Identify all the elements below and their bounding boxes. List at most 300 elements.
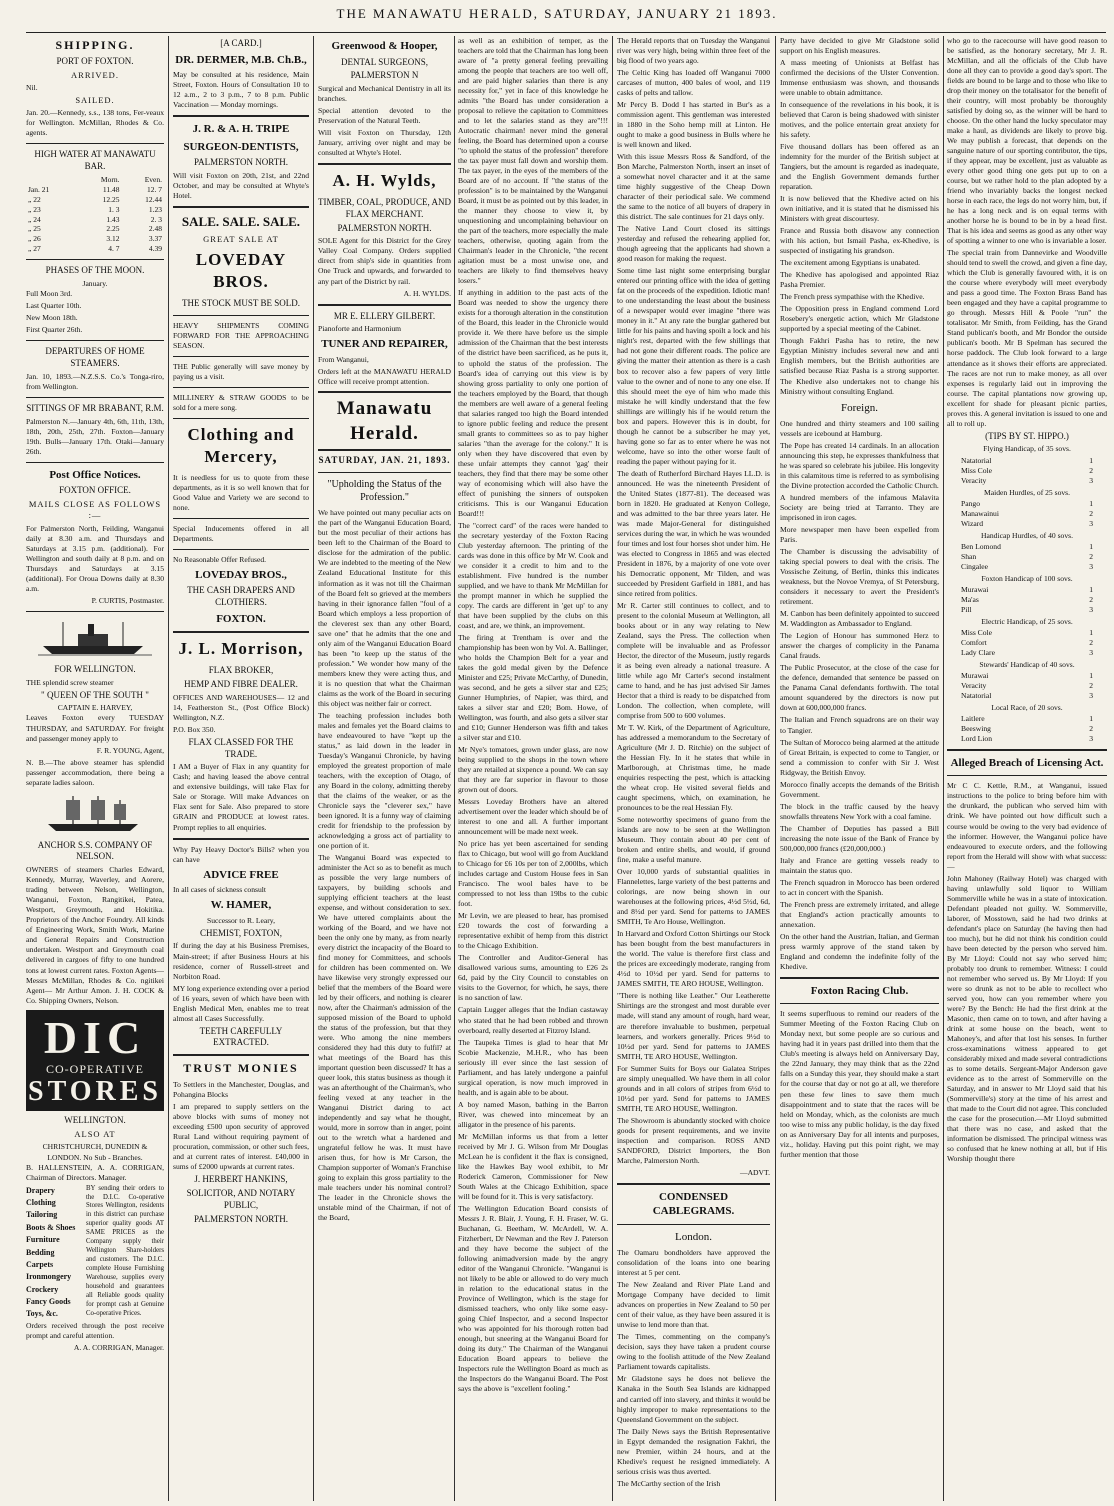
table-cell: 12. 7 [147, 184, 162, 194]
table-row [26, 234, 164, 244]
news-paragraph: Mr T. W. Kirk, of the Department of Agriculture, has addressed a memorandum to the Secretary of Agriculture (Mr J. D. Ritchie) on the subject of the Hessian Fly. In it he states that while in Marlborough, at Christmas time, he made enquiries respecting the pest, which is attacking the wheat crop. He visited several fields and caught specimens, which, on examination, he pronounces to be the real Hessian Fly. [617, 723, 770, 813]
article-paragraph: The teaching profession includes both males and females yet the Board claims to have endeavoured to have "kept up the status," as laid down in the leader in Tuesday's Wanganui Chronicle, by having employed the greatest proportion of male teachers, with the exception of Otago, of any Board in the colony, admitting thereby that the claims of the weaker, or as the Chronicle says the "cleverer sex," have been ignored. It is a funny way of claiming credit for friendship to the profession by acknowledging a gross act of partiality to one portion of it. [318, 710, 451, 850]
cash-drapers: THE CASH DRAPERS AND CLOTHIERS. [187, 585, 295, 608]
sailed-text: Jan. 20.—Kennedy, s.s., 138 tons, Fer-veaux for Wellington. McMillan, Rhodes & Co. agents. [26, 108, 164, 138]
hankins-name: J. HERBERT HANKINS, [194, 1174, 288, 1185]
leaves-text: Leaves Foxton every TUESDAY THURSDAY, and SATURDAY. For freight and passenger money apply to [26, 713, 164, 743]
news-paragraph: Mr R. Carter still continues to collect, and to present to the colonial Museum at Wellington, all books about or in any way relating to New Zealand, says the Press. The collection when complete will be invaluable and as Professor Hector, the director of the Museum, justly regards it as being even already a national treasure. A little while ago Mr Carter's second instalment came to hand, and he has just advised Sir James Hector that a third is ready to be dispatched from London. The collection, when complete, will comprise from 500 to 600 volumes. [617, 600, 770, 721]
news-paragraph: "There is nothing like Leather." Our Leatherette Shirtings are the strongest and most durable ever made, will stand any amount of rough, hard wear, are therefore invaluable to bushmen, perpetual learners, and workers generally. Prices 9½d to 10½d per yard. Send for patterns to JAMES SMITH, TE ARO HOUSE, Wellington. [617, 991, 770, 1061]
masthead-rule [26, 32, 1106, 33]
divider [947, 775, 1107, 776]
table-row [26, 244, 164, 254]
news-paragraph: For Summer Suits for Boys our Galatea Stripes are simply unequalled. We have them in all color grounds and in all colors of stripes from 6½d to 10½d per yard. Send for patterns to JAMES SMITH, TE ARO HOUSE, Wellington. [617, 1063, 770, 1113]
race-tip-row [947, 499, 1107, 509]
column-divider [313, 36, 314, 1501]
table-cell: 3.37 [148, 234, 162, 244]
divider [947, 749, 1107, 751]
column-5 [617, 36, 770, 1501]
race-tip-row [947, 552, 1107, 562]
cablegrams-heading: CONDENSED CABLEGRAMS. [652, 1190, 735, 1218]
horse-name: Lord Lion [961, 733, 993, 743]
great-sale: GREAT SALE AT [203, 233, 279, 244]
list-item: Bedding [26, 1247, 55, 1257]
news-paragraph: Over 10,000 yards of substantial qualities in Flannelettes, large variety of the best patterns and colorings, are now being shown in our warehouses at the following prices, 4½d 5½d, 6d, and 8½d per yard. Send for patterns to JAMES SMITH, Te Aro House, Wellington. [617, 867, 770, 927]
horse-name: Miss Cole [961, 465, 993, 475]
moon-line: Full Moon 3rd. [26, 288, 73, 298]
column-divider [168, 36, 169, 1501]
gilbert-orders: Orders left at the MANAWATU HERALD Office will receive prompt attention. [318, 366, 451, 386]
table-cell: 3.12 [106, 234, 120, 244]
tripe-place: PALMERSTON NORTH. [194, 157, 288, 168]
news-paragraph: Mr Percy B. Dodd I has started in Bur's as a commission agent. This gentleman was interested in 1880 in the Soho hemp mill at Linton. He ought to make a good business in Bulls where he is well known and liked. [617, 100, 770, 150]
masthead: THE MANAWATU HERALD, SATURDAY, JANUARY 21 1893. [336, 6, 778, 21]
nb-text: N. B.—The above steamer has splendid passenger accommodation, there being a separate ladies saloon. [26, 757, 164, 787]
heavy-text: HEAVY SHIPMENTS COMING FORWARD FOR THE APPROACHING SEASON. [173, 320, 309, 350]
list-item: Toys, &c. [26, 1309, 58, 1319]
divider [26, 397, 164, 398]
column-divider [454, 36, 455, 1501]
stock-line: THE STOCK MUST BE SOLD. [182, 297, 300, 308]
cable-paragraph: The Public Prosecutor, at the close of the case for the defence, demanded that sentence be passed on the Panama Canal defendants forthwith. The total amount squandered by the directors is now put down at 600,000,000 francs. [780, 663, 939, 713]
news-paragraph: The Showroom is abundantly stocked with choice goods for present requirements, and we invite inspection and comparison. ROSS AND SANDFORD, District Importers, the Bon Marche, Palmerston North. [617, 1115, 770, 1165]
race-tip-row [947, 476, 1107, 486]
list-item: Boots & Shoes [26, 1222, 76, 1232]
horse-name: Laitlere [961, 713, 985, 723]
special-text: Special Inducements offered in all Departments. [173, 523, 309, 543]
horse-name: Cingalee [961, 561, 988, 571]
cable-paragraph: The Chamber of Deputies has passed a Bill increasing the note issue of the Bank of France by 500,000,000 francs (£20,000,000.) [780, 823, 939, 853]
list-item: Fancy Goods [26, 1297, 71, 1307]
greenwood-heading: Greenwood & Hooper, [331, 40, 438, 52]
divider [617, 1183, 770, 1185]
race-name: Stewards' Handicap of 40 sovs. [979, 659, 1075, 669]
arrived-text: Nil. [26, 82, 38, 92]
racing-paragraph: who go to the racecourse will have good reason to be satisfied, as the honorary secretary, Mr J. R. McMillan, and all the officials of the Club have done all they can to provide a good day's sport. The fields are bound to be large and to those who like to drop their money on the totalisator for the benefit of their country, will most probably be thoroughly satisfied by doing so, as the winner will be hard to choose. On the other hand the lucky speculator may make a haul, as dividends are likely to prove big. We may publish a forecast, that depends on the sanguine nature of our sporting contributor, the tips, if they appear, may be excellent, just as valuable as every other good thing one gets put up to on a course, but we rather hold to the plan adopted by a friend who invariably backs the longest necked horse in each race, the legs do not worry him, but, if he has a long neck and is on equal terms with another horse he is bound to be in by a head first. That is his idea and seems as good as any other way of spotting a winner to one who is invariable a loser. [947, 36, 1107, 246]
horse-name: Comfort [961, 637, 987, 647]
tips-heading: (TIPS BY ST. HIPPO.) [985, 430, 1069, 441]
divider [26, 259, 164, 260]
department-list [26, 1185, 82, 1322]
cable-paragraph: On the other hand the Austrian, Italian, and German press warmly approve of the stand taken by England and condemn the indefinite folly of the Khedive. [780, 931, 939, 971]
divider [173, 387, 309, 388]
dic-sign: B. HALLENSTEIN, A. A. CORRIGAN, Chairman of Directors. Manager. [26, 1162, 164, 1182]
table-cell: 1.23 [148, 204, 162, 214]
breach-paragraph: John Mahoney (Railway Hotel) was charged with having unlawfully sold liquor to William Sommerville while he was in a state of intoxication. Defendant pleaded not guilty. W. Sommerville, laborer, of Mosstown, said he had two drinks at defendant's place on Saturday (he having then had too much), but he did not think his condition could have been detected by the person who served him. By Mr Lloyd: Could not say who served him; probably too drunk to remember. Witness: I could not remember who served us. By Mr Lloyd: If you were so drunk as not to be able to recollect who served you, how can you remember where you were? By the Bench: He had the first drink at the Masonic, then came on to town, and after having a drink at some house on the beach, went to Mahoney's, and after that lost his senses. In further cross-examinations witness appeared to get considerably mixed and made several contradictions as to some details. Sergeant-Major Anderson gave evidence as to the arrest of Sommerville on the Saturday, and in answer to Mr Lloyd said that his (Sommerville's) story at the time of his arrest and that made to the Court did not agree. This concluded the case for the prosecution.—Mr Lloyd submitted that there was no case, and asked that the information be dismissed. The principal witness was so confused that he knew nothing at all, but if His Worship thought there [947, 873, 1107, 1164]
race-tip-row [947, 628, 1107, 638]
cable-paragraph: The Chamber is discussing the advisability of taking special powers to deal with the crisis. The Vossische Zeitung, of Berlin, thinks this indicates weakness, but the Novoe Vremya, of St Petersburg, considers it necessary to avert the President's retirement. [780, 547, 939, 607]
orders-sign: A. A. CORRIGAN, Manager. [73, 1343, 164, 1353]
cable-paragraph: The French press sympathise with the Khedive. [780, 292, 925, 302]
horse-placing: 3 [1089, 475, 1093, 485]
horse-name: Beeswing [961, 723, 991, 733]
wellington-heading: FOR WELLINGTON. [54, 663, 136, 674]
news-paragraph: The Celtic King has loaded off Wanganui 7000 carcases of mutton, 400 bales of wool, and 119 casks of pelts and tallow. [617, 68, 770, 98]
race-tip-row [947, 714, 1107, 724]
moon-month: January. [82, 278, 108, 288]
column-2 [173, 36, 309, 1501]
cable-paragraph: The Oamaru bondholders have approved the consolidation of the loans into one bearing interest at 5 per cent. [617, 1248, 770, 1278]
cable-paragraph: Five thousand dollars has been offered as an indemnity for the murder of the British subject at Tangiers, but the amount is regarded as inadequate, and the English Government demands further reparation. [780, 142, 939, 192]
dic-cities: CHRISTCHURCH, DUNEDIN & LONDON. No Sub - Branches. [42, 1142, 148, 1162]
column-divider [943, 36, 944, 1501]
table-header-cell [26, 175, 76, 185]
racing-paragraph: It seems superfluous to remind our readers of the Summer Meeting of the Foxton Racing Club on Monday next, but some people are so curious and having had it in years past drilled into them that the Club's meeting is always held on Anniversary Day, the 22nd January, they may think that as the 22nd falls on a Sunday this year, they should make a start for the course that day or not go at all, we therefore pen these few lines to save them much disappointment and to state that the races will be held on Monday, which, as the colonists are much too wise to miss any public holiday, is the day fixed on as Anniversary Day for all intents and purposes, viz., holiday. Having put this point right, we may further mention that those [780, 1009, 939, 1159]
divider [780, 1003, 939, 1004]
table-cell: 4. 7 [108, 244, 120, 254]
cable-paragraph: Though Fakhri Pasha has to retire, the new Egyptian Ministry includes several new and anti English members, but the British authorities are satisfied because Riaz Pasha is a strong supporter. The Khedive also undertakes not to change his Ministry without consulting England. [780, 336, 939, 396]
cable-paragraph: The Opposition press in England commend Lord Rosebery's energetic action, which Mr Gladstone supported by a special meeting of the Cabinet. [780, 304, 939, 334]
cases-text: In all cases of sickness consult [173, 885, 267, 895]
horse-name: Lady Clare [961, 647, 995, 657]
news-paragraph: The "correct card" of the races were handed to the secretary yesterday of the Foxton Racing Club yesterday afternoon. The printing of the cards was done in this office by Mr W. Cook and we consider it a credit to him and to the establishment. Five hundred is the number supplied, and we have to thank Mr McMillan for the prompt manner in which he supplied the copy. The cards are different in 'get up' to any that have been supplied by the clubs on this coast, and are, we think, an improvement. [458, 520, 608, 630]
table-cell: 2. 3 [150, 214, 162, 224]
sittings-heading: SITTINGS OF MR BRABANT, R.M. [26, 402, 164, 413]
cable-paragraph: More newspaper men have been expelled from Paris. [780, 525, 939, 545]
news-paragraph: The death of Rutherford Birchard Hayes LL.D. is announced. He was the nineteenth President of the United States (1877-81). The deceased was born in 1820. He graduated at Kenyon College, and was admitted to the bar three years later. He was made Major-General for distinguished services during the war, in which he was wounded four times and lost four horses shot under him. He was elected to Congress in 1865 and was elected President in 1876, by a majority of one vote over his Democratic opponent, Mr Tilden, and was succeeded by President Garfield in 1881, and has since retired from politics. [617, 468, 770, 598]
cable-paragraph: A mass meeting of Unionists at Belfast has confirmed the decisions of the Ulster Convention. Immense enthusiasm was shown, and thousands were unable to obtain admittance. [780, 58, 939, 98]
dic-logo-line: CO-OPERATIVE [46, 1061, 144, 1076]
london-heading: London. [675, 1230, 712, 1243]
horse-name: Ben Lomond [961, 541, 1001, 551]
divider [173, 1054, 309, 1056]
cable-paragraph: The Legion of Honour has summoned Herz to answer the charges of complicity in the Panama Canal frauds. [780, 631, 939, 661]
horse-name: Natatorial [961, 455, 992, 465]
horse-name: Veracity [961, 475, 987, 485]
news-paragraph: Some noteworthy specimens of guano from the islands are now to be seen at the Wellington Museum. They contain about 40 per cent of broken and entire shells, and would, if ground fine, make a useful manure. [617, 815, 770, 865]
list-item: Crockery [26, 1284, 59, 1294]
news-paragraph: The Controller and Auditor-General has disallowed various sums, amounting to £26 2s 6d, paid by the City Council to constables on visits to the Governor, for which, he says, there is no sanction of law. [458, 953, 608, 1003]
table-cell: „ 25 [28, 224, 41, 234]
article-paragraph: as well as an exhibition of temper, as the teachers are told that the Chairman has long been aware of "a pretty general feeling prevailing among the people that teachers are too well off, and are paid higher salaries than there is any necessity for," yet in face of this knowledge he admits "the Board has under consideration a proposal to relieve the capitation to Committees and to let the salaries stand as they are"!!! Autocratic chairman! never mind the general feeling, the Board has determined upon a course "to uphold the status of the profession" therefore the tax payer must fall down and worship them. The tax payer, in the eyes of the members of the Board are of no account. If "the status of the profession" is to be maintained by the Wanganui Board, it must be as pointed out by this leader, in the manner they choose to view it, by unquestioning and uncomplaining behaviour on the part of the teachers, more especially the male teachers, otherwise, quoting again from the Chairman's leader in the Chronicle, "the recent agitation must be a most unwise one, and teachers are likely to find themselves heavy losers." [458, 36, 608, 286]
advt-label: —ADVT. [739, 1167, 770, 1177]
table-cell: 4.39 [148, 244, 162, 254]
list-item: Furniture [26, 1235, 60, 1245]
news-paragraph: Messrs Loveday Brothers have an altered advertisement over the leader which should be of interest to one and all. A further important announcement will be made next week. [458, 797, 608, 837]
divider [173, 518, 309, 519]
column-3 [318, 36, 451, 1501]
clothing-heading: Clothing and Mercery, [187, 424, 295, 467]
horse-placing: 1 [1089, 713, 1093, 723]
flax-classed: FLAX CLASSED FOR THE TRADE. [188, 736, 294, 759]
dental-text: Surgical and Mechanical Dentistry in all its branches. [318, 84, 451, 104]
trust-sub: To Settlers in the Manchester, Douglas, and Pohangina Blocks [173, 1080, 309, 1100]
chemist-text: If during the day at his Business Premises, Main-street; if after Business Hours at his residence, corner of Russell-street and Norbiton Road. [173, 941, 309, 981]
anchor-heading: ANCHOR S.S. COMPANY OF NELSON. [37, 839, 153, 862]
horse-name: Murawai [961, 670, 989, 680]
table-cell: „ 22 [28, 194, 41, 204]
divider [173, 631, 309, 633]
divider [173, 418, 309, 419]
article-paragraph: We have pointed out many peculiar acts on the part of the Wanganui Education Board, but the most peculiar of their actions has been left to the Chairman of the Board to disclose for the admiration of the public. We are indebted to the meeting of the New Zealand Educational Institute for this information as it was not till the Chairman of the Board felt so grieved at the members having in their ignorance fallen "foul of a Board which employs a less proportion of the cleverest sex than any other Board, save one" that he admits that the one and only aim of the Wanganui Education Board has been "to keep up the status of the profession." We wonder how many of the members knew they were acting thus, and it is no question that what the Chairman claims as the work of the Board in securing this object was neither fair or correct. [318, 508, 451, 708]
news-paragraph: The Herald reports that on Tuesday the Wanganui river was very high, being within three feet of the big flood of two years ago. [617, 36, 770, 66]
cable-paragraph: The Italian and French squadrons are on their way to Tangier. [780, 715, 939, 735]
wylds-heading: A. H. Wylds, [332, 171, 437, 191]
card-label: [A CARD.] [220, 38, 262, 48]
divider [318, 472, 451, 473]
po-box: P.O. Box 350. [173, 724, 216, 734]
palmerston-line: PALMERSTON NORTH. [194, 1213, 288, 1224]
race-tip-row [947, 519, 1107, 529]
clothing-text: It is needless for us to quote from these departments, as it is so well known that for Good Value and Variety we are second to none. [173, 472, 309, 512]
mails-heading: MAILS CLOSE AS FOLLOWS :— [28, 499, 162, 521]
tripe-text: Will visit Foxton on 20th, 21st, and 22nd October, and may be consulted at Whyte's Hotel. [173, 171, 309, 201]
horse-placing: 1 [1089, 670, 1093, 680]
horse-placing: 2 [1089, 723, 1093, 733]
horse-name: Ma'as [961, 594, 979, 604]
racing-paragraph: The special train from Dannevirke and Woodville should tend to swell the crowd, and given a fine day, which the Club is generally favoured with, it is on the course where everybody will meet everybody and pass a good time. The Foxton Brass Band has been engaged and they have a capital programme to go through. Messrs Hill & Poole "run" the totalisator. Mr Smith, from Feilding, has the Grand Stand publican's booth, and Mr Bondor the outside publican's booth. Mr B Spelman has secured the horse paddock. The Club look forward to a large attendance as it shows their efforts are appreciated. The races are not run to make money, as all over expenses is regularly laid out in improving the course. The capital plantations now growing up, excellent for shade for pleasant picnic parties, proves this. A general invitation is issued to one and all to roll up. [947, 248, 1107, 428]
sole-agent-text: SOLE Agent for this District for the Grey Valley Coal Company. Orders supplied direct from ship's side in quantities from One Truck and upwards, and forwarded to any part of the District by rail. [318, 236, 451, 286]
divider [173, 838, 309, 840]
post-office-heading: Post Office Notices. [49, 468, 141, 481]
race-name: Handicap Hurdles, of 40 sovs. [981, 530, 1073, 540]
horse-name: Shan [961, 551, 977, 561]
race-name: Flying Handicap, of 35 sovs. [983, 444, 1071, 454]
horse-placing: 3 [1089, 518, 1093, 528]
article-title: "Upholding the Status of the Profession." [327, 479, 442, 504]
cable-paragraph: The Sultan of Morocco being alarmed at the attitude of Great Britain, is expected to come to Tangier, or send a commission to confer with Sir J. West Ridgway, the British Envoy. [780, 737, 939, 777]
issue-date: SATURDAY, JAN. 21, 1893. [318, 455, 451, 466]
table-header-row [26, 175, 164, 185]
cable-paragraph: It is now believed that the Khedive acted on his own initiative, and it is stated that he dismissed his Ministers with great discourtesy. [780, 194, 939, 224]
horse-name: Pill [961, 604, 972, 614]
news-paragraph: The Wellington Education Board consists of Messrs J. R. Blair, J. Young, F. H. Fraser, W. G. Buchanan, G. Beetham, W. McArdell, W. A. Fitzherbert, Dr Newman and the Rev J. Paterson and they have become the subject of the following animadversion made by the angry editor of the Wanganui Chronicle. "Wanganui is not likely to be able or allowed to do very much in relation to the educational status in the Province of Wellington, which is the stage for dismissed teachers, who only like some easy-going Chief Inspector, and a second Inspector who was appointed for his thorough rotten bad enough, but sneering at the Wanganui Board for doing its duty." The Chairman of the Wanganui Education Board appears to believe the Inspectors rule the Wellington Board as much as the Inspectors do the Wanganui Board. The Post says the above is "excellent fooling." [458, 1203, 608, 1394]
millinery-text: MILLINERY & STRAW GOODS to be sold for a mere song. [173, 392, 309, 412]
highwater-heading: HIGH WATER AT MANAWATU BAR. [34, 149, 156, 172]
list-item: Carpets [26, 1259, 54, 1269]
trust-text: I am prepared to supply settlers on the above blocks with sums of money not exceeding £500 upon security of approved Rural Land without requiring payment of procuration, commission, or other such fees, and at current rates of interest. £40,000 in sums of £2000 upwards at current rates. [173, 1102, 309, 1172]
table-cell: „ 23 [28, 204, 41, 214]
cable-paragraph: The Pope has created 14 cardinals. In an allocation announcing this step, he expresses thankfulness that he was spared so celebrate his jubilee. His longevity in this calamitous time is referred to as symbolising the Divine protection accorded the Catholic Church. [780, 441, 939, 491]
tripe-sub: SURGEON-DENTISTS, [183, 140, 299, 153]
race-tip-row [947, 466, 1107, 476]
cable-paragraph: The Daily News says the British Representative in Egypt demanded the resignation Fakhri, the new Premier, within 24 hours, and at the Khedive's request he resigned immediately. A serious crisis was thus averted. [617, 1426, 770, 1476]
highwater-table [26, 175, 164, 254]
horse-name: Manawainui [961, 508, 999, 518]
hemp-dealer: HEMP AND FIBRE DEALER. [184, 678, 298, 689]
steamship-icon [38, 618, 152, 658]
divider [173, 356, 309, 357]
piano-line: Pianoforte and Harmonium [318, 324, 402, 334]
news-paragraph: Mr McMillan informs us that from a letter received by Mr J. G. Wilson from Mr Douglas McLean he is confident it the flax is consigned, like the Hawkes Bay wool exhibit, to Mr Roderick Cameron, Commissioner for New South Wales at the Chicago Exhibition, space will be found for it. This is very satisfactory. [458, 1131, 608, 1201]
foreign-heading: Foreign. [841, 401, 878, 414]
public-save-text: THE Public generally will save money by paying us a visit. [173, 361, 309, 381]
news-paragraph: Some time last night some enterprising burglar entered our printing office with the idea of getting fat on the proceeds of the expedition. Idiotic man! to one understanding the least about the business of a newspaper would ever imagine "there was money in it." At any rate the burglar gathered but little for his pains and having spoilt a lock and his night's rest, departed with the few shillings that had not gone their different roads. The police are giving the matter their attention as there is a cash box to recover also a few papers of very little value to the owner and of none to any one else. If this should meet the eye of him who made this mistake he will kindly understand that the few shillings are willingly his if he would return the box and papers. However this is in doubt, for though he cannot be a subscriber he may yet, having gone so far as to enter where he was not welcome, have so into the other worse fault of reading the paper without paying for it. [617, 266, 770, 466]
list-item: Tailoring [26, 1210, 58, 1220]
cable-paragraph: Italy and France are getting vessels ready to maintain the status quo. [780, 855, 939, 875]
cable-paragraph: M. Canbon has been definitely appointed to succeed M. Waddington as Ambassador to England. [780, 609, 939, 629]
table-header-cell: Morn. [100, 174, 120, 184]
departures-text: Jan. 10, 1893.—N.Z.S.S. Co.'s Tonga-riro, from Wellington. [26, 371, 164, 391]
table-header-cell: Even. [144, 174, 162, 184]
horse-placing: 3 [1089, 561, 1093, 571]
news-paragraph: A boy named Mason, bathing in the Barron River, was chewed into mincemeat by an alligator in the presence of his parents. [458, 1099, 608, 1129]
department-text: BY sending their orders to the D.I.C. Co-operative Stores Wellington, residents in this district can purchase superior quality goods AT SAME PRICES as the Company supply their Wellington Share-holders and customers. The D.I.C. complete House Furnishing Warehouse, supplies every household and guarantees all Reliable goods quality for prompt cash at Genuine Co-operative Prices. [86, 1184, 164, 1318]
table-cell: 11.48 [102, 184, 120, 194]
table-cell: 2.25 [106, 224, 120, 234]
divider [173, 315, 309, 316]
horse-name: Natatorial [961, 690, 992, 700]
horse-name: Murawai [961, 584, 989, 594]
teeth-line: TEETH CAREFULLY EXTRACTED. [199, 1025, 283, 1048]
from-line: From Wanganui, [318, 354, 369, 364]
offices-text: OFFICES AND WAREHOUSES— 12 and 14, Featherston St., (Post Office Block) Wellington, N.Z. [173, 692, 309, 722]
race-tip-row [947, 671, 1107, 681]
list-item: Clothing [26, 1197, 56, 1207]
cable-paragraph: The French squadron in Morocco has been ordered to act in concert with the Spanish. [780, 877, 939, 897]
horse-name: Wizard [961, 518, 984, 528]
table-cell: „ 24 [28, 214, 41, 224]
news-paragraph: Mr Levin, we are pleased to hear, has promised £20 towards the cost of forwarding a representative exhibit of hemp from this district to the Chicago Exhibition. [458, 911, 608, 951]
divider [173, 206, 309, 208]
table-cell: 1.43 [106, 214, 120, 224]
palmerston-line: PALMERSTON N [350, 70, 419, 81]
table-row [26, 215, 164, 225]
horse-name: Pango [961, 498, 980, 508]
cable-paragraph: Morocco finally accepts the demands of the British Government. [780, 779, 939, 799]
moon-line: Last Quarter 10th. [26, 300, 82, 310]
orders-text: Orders received through the post receive prompt and careful attention. [26, 1321, 164, 1341]
column-divider [775, 36, 776, 1501]
column-1 [26, 36, 164, 1501]
dic-also: ALSO AT [74, 1129, 116, 1140]
news-paragraph: Mr Nye's tomatoes, grown under glass, are now being supplied to the shops in the town where they are retailed at sixpence a pound. We can say that they are far superior in flavour to those grown out of doors. [458, 745, 608, 795]
divider [173, 115, 309, 117]
horse-placing: 2 [1089, 680, 1093, 690]
table-cell: 1. 3 [108, 204, 120, 214]
trust-heading: TRUST MONIES [183, 1061, 299, 1076]
tuner-line: TUNER AND REPAIRER, [321, 338, 448, 351]
dic-departments [26, 1185, 164, 1322]
horse-name: Miss Cole [961, 627, 993, 637]
column-divider [612, 36, 613, 1501]
news-paragraph: The Taupeka Times is glad to hear that Mr Scobie Mackenzie, M.H.R., who has been seriously ill ever since the last session of Parliament, and has lately undergone a painful surgical operation, is now much improved in health, and is again able to be about. [458, 1037, 608, 1097]
queen-name: " QUEEN OF THE SOUTH " [41, 689, 149, 700]
divider [318, 163, 451, 165]
dic-logo [26, 1010, 164, 1112]
divider [173, 549, 309, 550]
race-tip-row [947, 595, 1107, 605]
cable-paragraph: In consequence of the revelations in his book, it is believed that Caron is being shadowed with sinister motives, and the police entertain great anxiety for his safety. [780, 100, 939, 140]
visit-text: Will visit Foxton on Thursday, 12th January, arriving over night and may be consulted at Whyte's Hotel. [318, 128, 451, 158]
reasonable-text: No Reasonable Offer Refused. [173, 554, 267, 564]
cable-paragraph: The New Zealand and River Plate Land and Mortgage Company have decided to limit advances on properties in New Zealand to 50 per cent of their value, as they have been assured it is unwise to lend more than that. [617, 1280, 770, 1330]
table-row [26, 205, 164, 215]
horse-placing: 3 [1089, 733, 1093, 743]
port-heading: PORT OF FOXTON. [56, 55, 134, 66]
sale-heading: SALE. SALE. SALE. [181, 214, 301, 230]
doctor-name: DR. DERMER, M.B. Ch.B., [175, 53, 307, 66]
buyer-text: I AM a Buyer of Flax in any quantity for Cash; and having leased the above central and extensive buildings, will take Flax for Sale or Storage. Will make Advances on Flax sent for Sale. Also prepared to store GRAIN and PRODUCE at lowest rates. Prompt replies to all enquiries. [173, 762, 309, 832]
column-7 [947, 36, 1107, 1501]
divider [26, 611, 164, 612]
news-paragraph: In Harvard and Oxford Cotton Shirtings our Stock has been bought from the best manufacturers in the world. The value is therefore first class and the prices are exceedingly moderate, ranging from 4½d to 10½d per yard. Send for patterns to JAMES SMITH, TE ARO HOUSE, Wellington. [617, 929, 770, 989]
breach-paragraph: Mr C C. Kettle, R.M., at Wanganui, issued instructions to the police to bring before him with the drunkard, the publican who served him with drink. We have pointed out how difficult such a course would be owing to the very bad evidence of the informer. However, the Wanganui police have endeavoured to execute orders, and the following report from the Herald will show with what success:— [947, 781, 1107, 871]
cable-paragraph: The Khedive has apologised and appointed Riaz Pasha Premier. [780, 270, 939, 290]
news-paragraph: Captain Lugger alleges that the Indian castaway who stated that he had been robbed and thrown overboard, really deserted at Fitzroy Island. [458, 1005, 608, 1035]
dic-logo-line: DIC [43, 1011, 147, 1063]
article-paragraph: The Wanganui Board was expected to administer the Act so as to benefit as much as possible the very large numbers of taxpayers, by building schools and supplying efficient teachers at the least expense, and without consideration to sex. We have uttered complaints about the working of the Board, and we have not been the only one by many, as from nearly every district the incapacity of the Board to find money for Committees, and schools for children has been commented on. We have likewise very strongly expressed our belief that the members of the Board were led by their officers, and nothing is clearer now, after the Chairman's admission of the supposed mission of the Board to uphold the status of the profession, but that they were. Who among the nine members considered they had this duty to fulfil? at what meetings of the Board has this important question been discussed? It has a queer look, this status business as though it was an afterthought of the Chairman's, who feeling vexed at any teacher in the Wanganui District daring to act independently and say what he thought, would, more in sorrow than in anger, point out to the wretch what a hardened and ungrateful fellow he was. It must have arisen thus, for how is Mr Carson, the Champion supporter of Woman's Franchise going to explain this gross partiality to the male teachers under his nominal control? The leader in the Chronicle shows the unstable mind of the Chairman, if not of the Board, [318, 852, 451, 1223]
race-name: Maiden Hurdles, of 25 sovs. [983, 487, 1071, 497]
divider [617, 1224, 770, 1225]
solicitor-line: SOLICITOR, AND NOTARY PUBLIC, [186, 1188, 296, 1211]
chemist-line: CHEMIST, FOXTON, [200, 927, 282, 938]
wylds-place: PALMERSTON NORTH. [337, 222, 432, 233]
advice-heading: ADVICE FREE [203, 868, 279, 881]
table-cell: „ 26 [28, 234, 41, 244]
horse-placing: 2 [1089, 551, 1093, 561]
race-tip-row [947, 724, 1107, 734]
cable-paragraph: The McCarthy section of the Irish [617, 1478, 721, 1488]
news-paragraph: The firing at Trentham is over and the championship has been won by Vol. A. Ballinger, who holds the Champion Belt for a year and takes the gold medal given by the Defence Minister and £25; Private McCarthy, of Dunedin, was second, and he gets a silver star and £25; Gunner Humphries, of Napier, was third, and takes a silver star and £20; Bom. Howe, of Wellington, was fourth, and also gets a silver star and £10; Gunner Henderson was fifth and takes a silver star and £10. [458, 632, 608, 743]
shipping-heading: SHIPPING. [55, 38, 135, 52]
race-tip-row [947, 456, 1107, 466]
divider [26, 143, 164, 144]
breach-heading: Alleged Breach of Licensing Act. [950, 756, 1104, 769]
horse-name: Veracity [961, 680, 987, 690]
race-name: Electric Handicap, of 25 sovs. [981, 616, 1073, 626]
table-cell: 12.44 [145, 194, 162, 204]
cable-paragraph: The excitement among Egyptians is unabated. [780, 258, 921, 268]
divider [780, 977, 939, 979]
experience-text: MY long experience extending over a period of 16 years, seven of which have been with English Medical Men, enables me to treat almost all Cases Successfully. [173, 983, 309, 1023]
race-tip-row [947, 648, 1107, 658]
horse-placing: 3 [1089, 647, 1093, 657]
horse-placing: 2 [1089, 594, 1093, 604]
doctor-text: May be consulted at his residence, Main Street, Foxton. Hours of Consultation 10 to 12 a.m., 2 to 3 p.m., 7 to 8 p.m. Public Vaccination — Monday mornings. [173, 70, 309, 110]
horse-placing: 2 [1089, 465, 1093, 475]
list-item: Drapery [26, 1185, 55, 1195]
cable-paragraph: The Times, commenting on the company's decision, says they have taken a prudent course owing to the foolish attitude of the New Zealand Parliament towards capitalists. [617, 1332, 770, 1372]
race-tip-row [947, 585, 1107, 595]
moon-line: First Quarter 26th. [26, 325, 83, 335]
tripe-name: J. R. & A. H. TRIPE [192, 123, 290, 136]
newspaper-nameplate: Manawatu Herald. [318, 391, 451, 451]
loveday-heading: LOVEDAY BROS. [195, 249, 287, 292]
special-attention: Special attention devoted to the Preservation of the Natural Teeth. [318, 106, 451, 126]
divider [318, 304, 451, 306]
cable-paragraph: One hundred and thirty steamers and 100 sailing vessels are icebound at Hamburg. [780, 419, 939, 439]
sailing-ship-icon [38, 794, 152, 834]
horse-placing: 2 [1089, 637, 1093, 647]
cable-paragraph: France and Russia both disavow any connection with his action, but Ismail Pasha, ex-Khedive, is suspected of instigating his grandson. [780, 226, 939, 256]
dic-place: WELLINGTON. [64, 1115, 126, 1126]
flax-broker: FLAX BROKER, [208, 664, 274, 675]
agent-sign: F. R. YOUNG, Agent, [96, 745, 164, 755]
postmaster-sign: P. CURTIS, Postmaster. [91, 595, 164, 605]
hamer-name: W. HAMER, [210, 899, 272, 912]
post-office-sub: FOXTON OFFICE. [59, 485, 131, 496]
foxton-label: FOXTON. [216, 612, 266, 625]
table-row [26, 185, 164, 195]
divider [26, 462, 164, 463]
arrived-heading: ARRIVED. [71, 69, 119, 80]
table-row [26, 224, 164, 234]
horse-placing: 3 [1089, 690, 1093, 700]
mails-text: For Palmerston North, Feilding, Wanganui daily at 8.30 a.m. and Thursdays and Saturdays at 3.15 p.m. (additional). For Wellington and south daily at 8 p.m. and on Thursdays and Saturdays at 3.15 (additional). For Oroua Downs daily at 8.30 a.m. [26, 523, 164, 593]
captain: CAPTAIN E. HARVEY, [57, 703, 133, 713]
column-6 [780, 36, 939, 1501]
successor-line: Successor to R. Leary, [206, 915, 276, 925]
table-row [26, 195, 164, 205]
cable-paragraph: The French press are extremely irritated, and allege that England's action practically amounts to annexation. [780, 899, 939, 929]
race-tip-row [947, 542, 1107, 552]
gilbert-name: MR E. ELLERY GILBERT. [333, 310, 436, 321]
cable-paragraph: Party have decided to give Mr Gladstone solid support on his English measures. [780, 36, 939, 56]
horse-placing: 1 [1089, 541, 1093, 551]
table-cell: Jan. 21 [28, 184, 50, 194]
dental-line: DENTAL SURGEONS, [341, 56, 428, 67]
cable-paragraph: Mr Gladstone says he does not believe the Kanaka in the South Sea Islands are kidnapped and carried off into slavery, and thinks it would be highly improper to make representations to the Queensland Government on the subject. [617, 1374, 770, 1424]
